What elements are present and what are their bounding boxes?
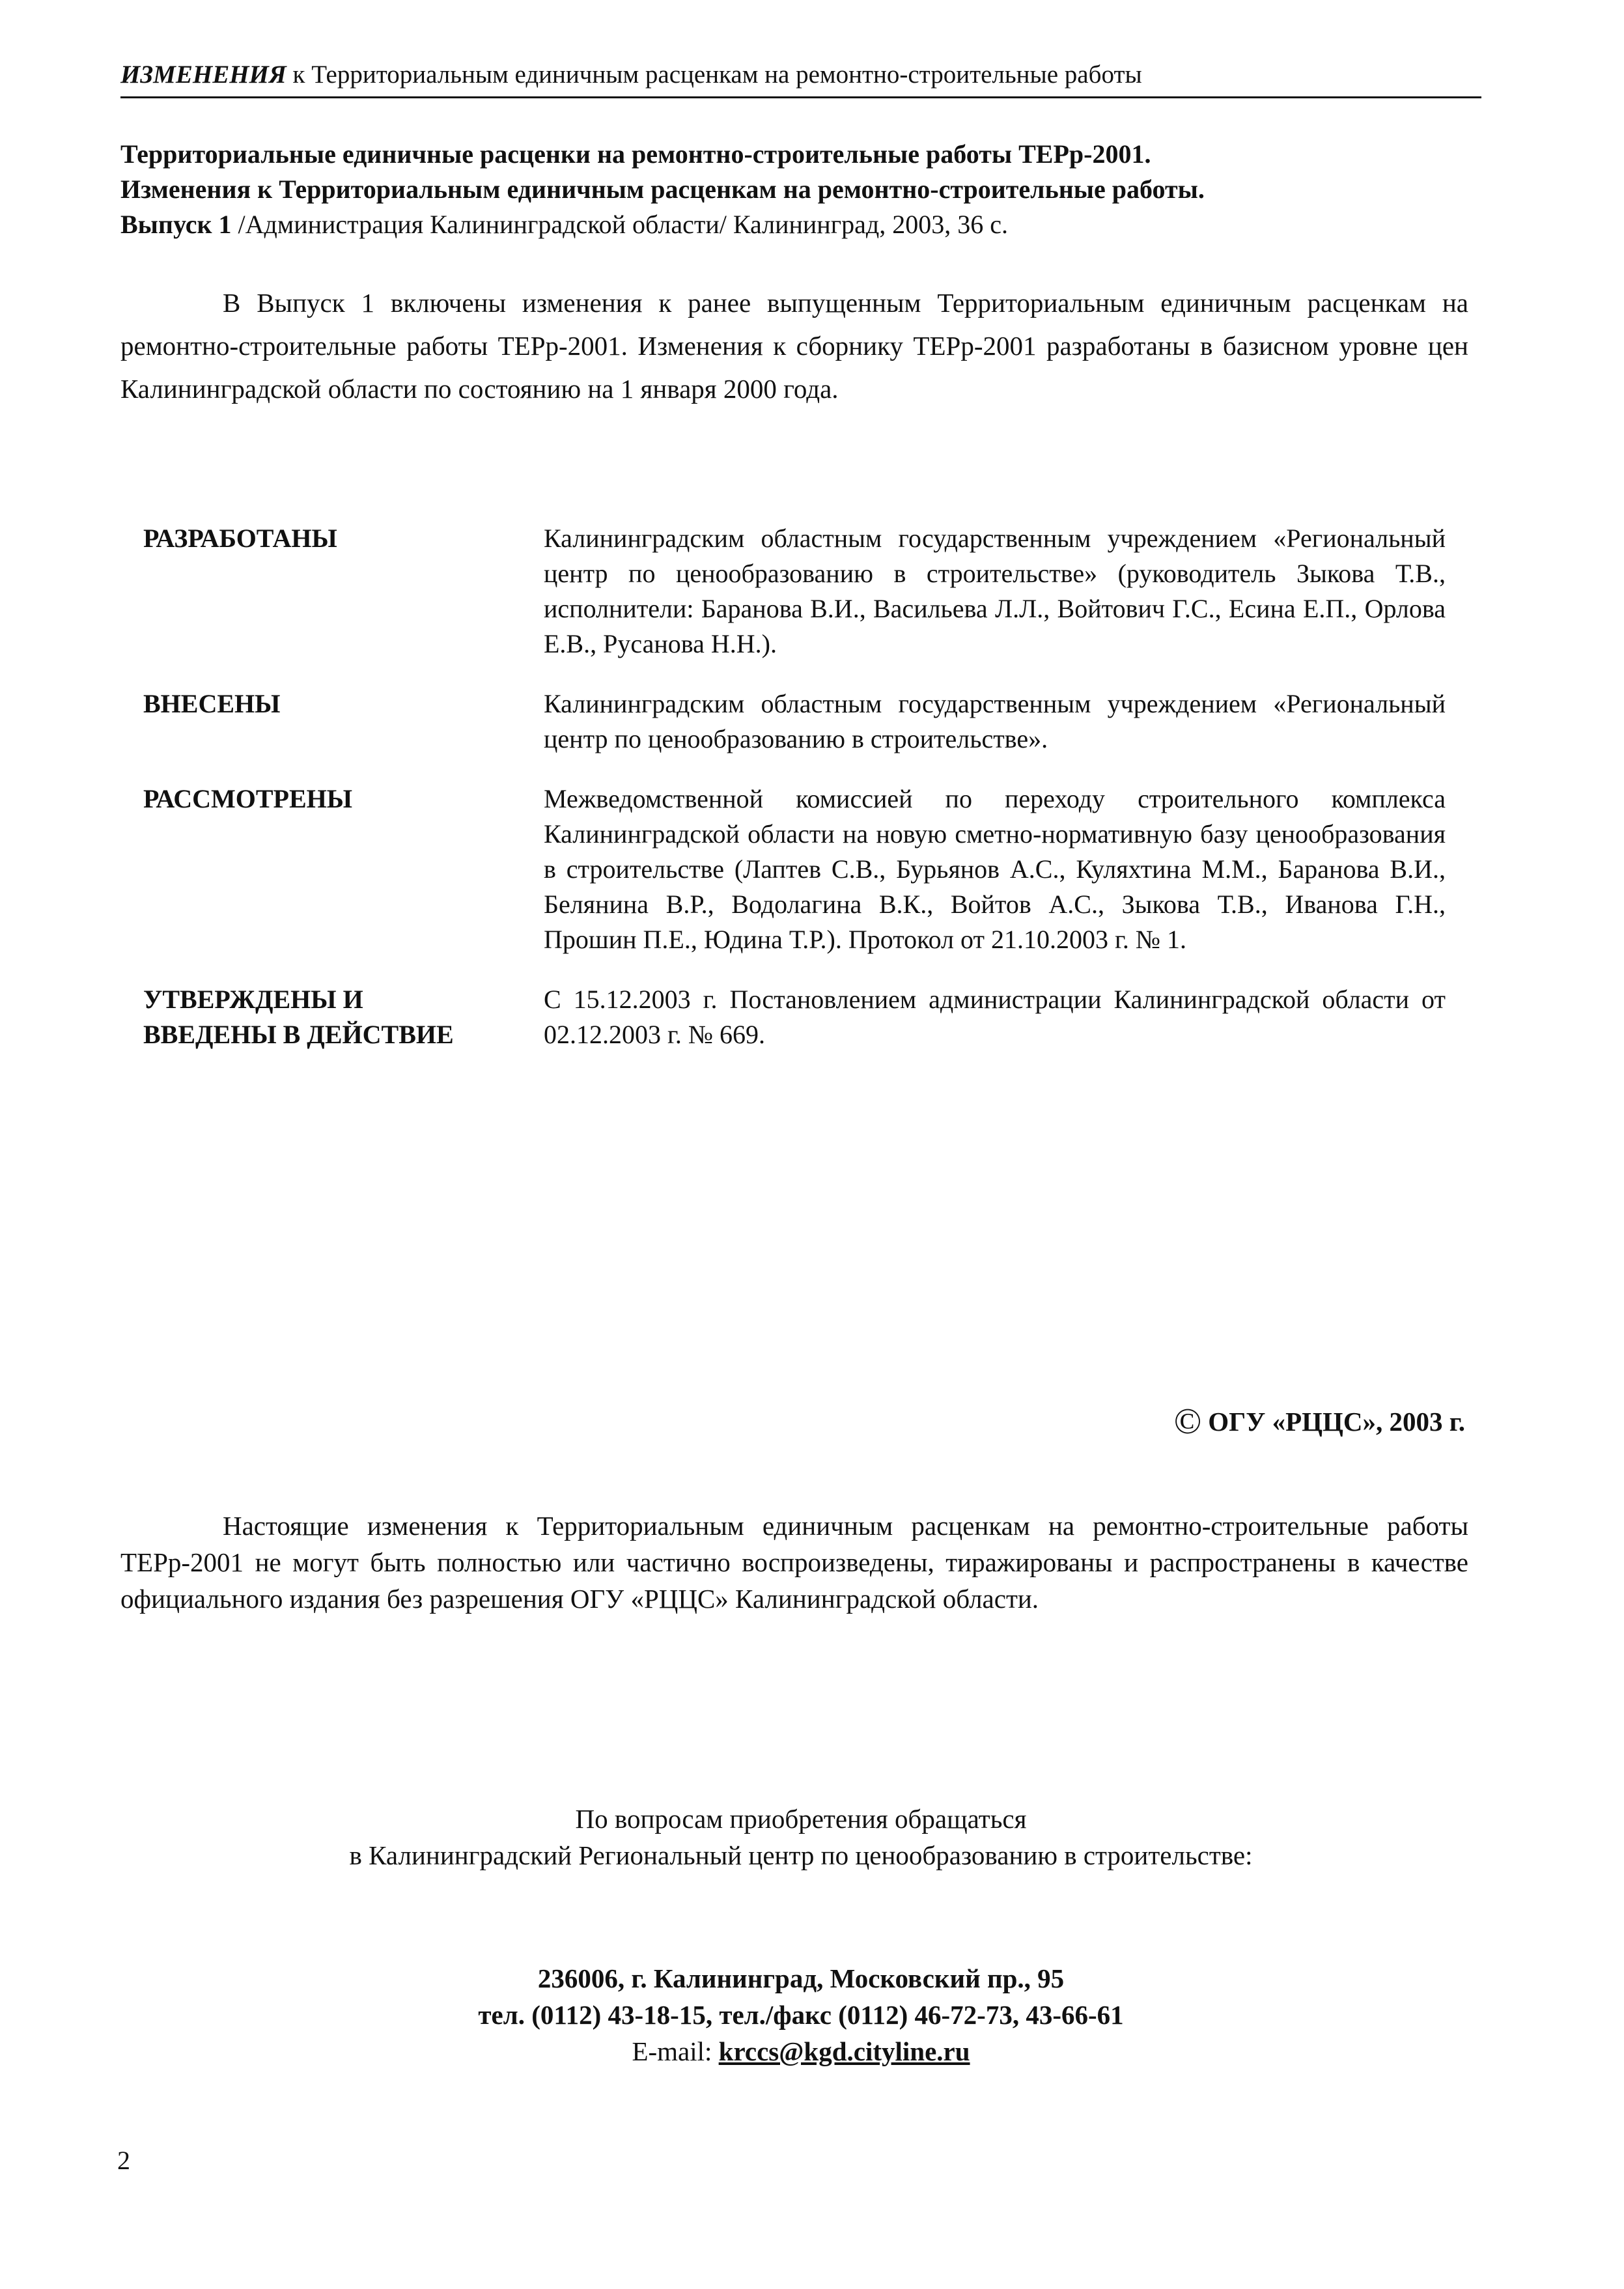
copyright-icon: © [1173, 1401, 1202, 1442]
credit-row-approved [143, 982, 1446, 1052]
credit-text-reviewed: Межведомственной комиссией по переходу строительного комплекса Калининградской области на новую сметно-нормативную базу ценообразования в строительстве (Лаптев С.В., Бурьянов А.С., Куляхтина М.М., Баранова В.И., Белянина В.Р., Водолагина В.К., Войтов А.С., Зыкова Т.В., Иванова Г.Н., Прошин П.Е., Юдина Т.Р.). Протокол от 21.10.2003 г. № 1. [544, 784, 1446, 954]
running-header [120, 60, 1481, 90]
biblio-issue-line [120, 207, 1468, 242]
phone-numbers: тел. (0112) 43-18-15, тел./факс (0112) 46-72-73, 43-66-61 [478, 2000, 1124, 2030]
credits-block [143, 521, 1446, 1077]
credit-label-developed: РАЗРАБОТАНЫ [143, 524, 337, 553]
credit-row-developed [143, 521, 1446, 662]
postal-address: 236006, г. Калининград, Московский пр., 95 [537, 1963, 1065, 1993]
biblio-issue-label: Выпуск 1 [120, 210, 232, 239]
bibliographic-entry [120, 137, 1468, 242]
credit-row-reviewed [143, 781, 1446, 957]
running-header-text: к Территориальным единичным расценкам на ремонтно-строительные работы [286, 61, 1142, 89]
header-rule [120, 96, 1481, 98]
credit-label-approved [143, 982, 544, 1052]
credit-label-approved-line-2: ВВЕДЕНЫ В ДЕЙСТВИЕ [143, 1020, 454, 1049]
running-header-bold: ИЗМЕНЕНИЯ [120, 61, 287, 89]
intro-paragraph: В Выпуск 1 включены изменения к ранее выпущенным Территориальным единичным расценкам на ремонтно-строительные работы ТЕРр-2001. Изменения к сборнику ТЕРр-2001 разработаны в базисном уровне цен Калининградской области по состоянию на 1 января 2000 года. [120, 288, 1468, 404]
credit-text-submitted: Калининградским областным государственным учреждением «Региональный центр по ценообразованию в строительстве». [544, 689, 1446, 753]
contact-intro-line-2: в Калининградский Региональный центр по ценообразованию в строительстве: [349, 1840, 1253, 1870]
credit-label-submitted: ВНЕСЕНЫ [143, 689, 281, 718]
copyright-line [1042, 1403, 1465, 1440]
email-link[interactable]: krccs@kgd.cityline.ru [718, 2036, 970, 2066]
credit-text-developed: Калининградским областным государственным учреждением «Региональный центр по ценообразованию в строительстве» (руководитель Зыкова Т.В., исполнители: Баранова В.И., Васильева Л.Л., Войтович Г.С., Есина Е.П., Орлова Е.В., Русанова Н.Н.). [544, 524, 1446, 658]
email-line [120, 2033, 1481, 2070]
biblio-issue-rest: /Администрация Калининградской области/ Калининград, 2003, 36 с. [231, 210, 1008, 239]
contact-intro [120, 1801, 1481, 1874]
page-number: 2 [117, 2146, 130, 2175]
credit-label-approved-line-1: УТВЕРЖДЕНЫ И [143, 985, 363, 1014]
credit-text-approved: С 15.12.2003 г. Постановлением администрации Калининградской области от 02.12.2003 г. № 669. [544, 985, 1446, 1049]
biblio-title-line-2: Изменения к Территориальным единичным расценкам на ремонтно-строительные работы. [120, 175, 1205, 204]
email-label: E-mail: [632, 2036, 719, 2066]
contact-intro-line-1: По вопросам приобретения обращаться [575, 1804, 1027, 1834]
credit-row-submitted [143, 686, 1446, 757]
credit-label-reviewed: РАССМОТРЕНЫ [143, 784, 353, 813]
biblio-title-line-1: Территориальные единичные расценки на ремонтно-строительные работы ТЕРр-2001. [120, 139, 1151, 169]
copyright-notice: Настоящие изменения к Территориальным единичным расценкам на ремонтно-строительные работы ТЕРр-2001 не могут быть полностью или частично воспроизведены, тиражированы и распространены в качестве официального издания без разрешения ОГУ «РЦЦС» Калининградской области. [120, 1511, 1468, 1614]
contact-address-block [120, 1960, 1481, 2070]
copyright-text: ОГУ «РЦЦС», 2003 г. [1208, 1407, 1465, 1437]
